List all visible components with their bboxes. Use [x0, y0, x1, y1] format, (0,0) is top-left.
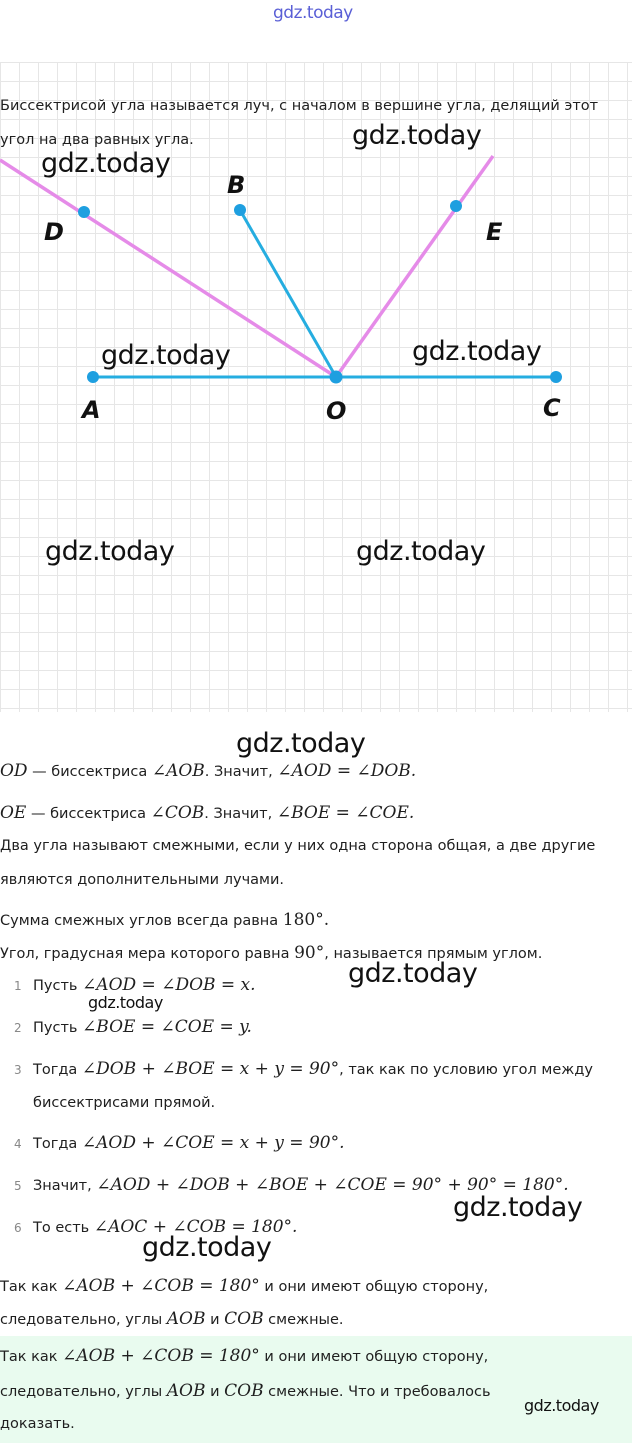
- watermark: gdz.today: [352, 120, 482, 151]
- math-90: 90°: [294, 943, 325, 963]
- math-aob: ∠AOB: [151, 761, 205, 781]
- label-a: A: [82, 396, 101, 424]
- watermark-small: gdz.today: [88, 993, 163, 1012]
- math-oe: OE: [0, 803, 27, 823]
- step-1: [33, 975, 256, 995]
- point-c-dot: [550, 371, 562, 383]
- answer-line-3: доказать.: [0, 1416, 75, 1432]
- text-part: , называется прямым углом.: [324, 946, 543, 962]
- watermark: gdz.today: [412, 336, 542, 367]
- label-o: O: [326, 397, 347, 425]
- math: ∠AOB + ∠COB = 180°: [62, 1276, 260, 1296]
- text-part: — биссектриса: [26, 806, 151, 822]
- point-e-dot: [450, 200, 462, 212]
- watermark-small: gdz.today: [524, 1396, 599, 1415]
- definition-bisector-cont: угол на два равных угла.: [0, 132, 194, 148]
- step-number: 2: [14, 1021, 22, 1035]
- text-part: То есть: [33, 1220, 94, 1236]
- watermark: gdz.today: [348, 958, 478, 989]
- text-part: и они имеют общую сторону,: [259, 1349, 489, 1365]
- text-part: и они имеют общую сторону,: [259, 1279, 489, 1295]
- watermark: gdz.today: [236, 728, 366, 759]
- oe-bisector-line: [0, 803, 414, 823]
- text-part: Так как: [0, 1349, 63, 1365]
- step-2: [33, 1017, 252, 1037]
- math: COB: [224, 1381, 264, 1401]
- watermark: gdz.today: [41, 148, 171, 179]
- math: ∠AOD + ∠COE = x + y = 90°.: [81, 1133, 345, 1153]
- step-number: 1: [14, 979, 22, 993]
- math: ∠BOE = ∠COE = y.: [82, 1017, 252, 1037]
- point-a-dot: [87, 371, 99, 383]
- text-part: Пусть: [33, 1020, 83, 1036]
- label-d: D: [44, 218, 64, 246]
- definition-bisector: Биссектрисой угла называется луч, с началом в вершине угла, делящий этот: [0, 98, 599, 114]
- step-3: [33, 1059, 593, 1079]
- text-part: Сумма смежных углов всегда равна: [0, 913, 283, 929]
- watermark: gdz.today: [142, 1232, 272, 1263]
- step-4: [33, 1133, 345, 1153]
- step-number: 6: [14, 1221, 22, 1235]
- answer-line-1: [0, 1346, 488, 1366]
- text-part: следовательно, углы: [0, 1312, 167, 1328]
- step-number: 4: [14, 1137, 22, 1151]
- answer-line-2: [0, 1381, 491, 1401]
- step-number: 5: [14, 1179, 22, 1193]
- text-part: Так как: [0, 1279, 63, 1295]
- text-part: . Значит,: [204, 764, 278, 780]
- od-bisector-line: [0, 761, 416, 781]
- math: COB: [224, 1309, 264, 1329]
- text-part: Тогда: [33, 1062, 82, 1078]
- math: ∠DOB + ∠BOE = x + y = 90°: [81, 1059, 340, 1079]
- text-part: , так как по условию угол между: [339, 1062, 593, 1078]
- math-boe-coe: ∠BOE = ∠COE.: [276, 803, 415, 823]
- text-part: смежные.: [263, 1312, 344, 1328]
- math: ∠AOB + ∠COB = 180°: [62, 1346, 260, 1366]
- math-aod-dob: ∠AOD = ∠DOB.: [277, 761, 417, 781]
- definition-adjacent: Два угла называют смежными, если у них одна сторона общая, а две другие: [0, 838, 596, 854]
- text-part: . Значит,: [204, 806, 277, 822]
- math-od: OD: [0, 761, 28, 781]
- conclusion-line-1: [0, 1276, 488, 1296]
- label-b: B: [227, 171, 246, 199]
- math-cob: ∠COB: [150, 803, 205, 823]
- text-part: — биссектриса: [27, 764, 152, 780]
- math: ∠AOC + ∠COB = 180°.: [93, 1217, 298, 1237]
- watermark: gdz.today: [45, 536, 175, 567]
- math: AOB: [166, 1309, 206, 1329]
- text-part: следовательно, углы: [0, 1384, 167, 1400]
- definition-sum: [0, 910, 329, 930]
- point-b-dot: [234, 204, 246, 216]
- text-part: смежные. Что и требовалось: [263, 1384, 491, 1400]
- text-part: Значит,: [33, 1178, 97, 1194]
- label-e: E: [486, 218, 503, 246]
- watermark-top: gdz.today: [273, 3, 353, 23]
- ray-ob: [240, 210, 336, 377]
- math-180: 180°.: [282, 910, 330, 930]
- text-part: Тогда: [33, 1136, 82, 1152]
- math: AOB: [166, 1381, 206, 1401]
- watermark: gdz.today: [356, 536, 486, 567]
- text-part: и: [205, 1384, 225, 1400]
- text-part: Угол, градусная мера которого равна: [0, 946, 295, 962]
- text-part: Пусть: [33, 978, 83, 994]
- point-d-dot: [78, 206, 90, 218]
- point-o-dot: [330, 371, 343, 384]
- step-number: 3: [14, 1063, 22, 1077]
- step-3-cont: биссектрисами прямой.: [33, 1095, 216, 1111]
- label-c: C: [543, 394, 561, 422]
- math: ∠AOD + ∠DOB + ∠BOE + ∠COE = 90° + 90° = 180°.: [96, 1175, 569, 1195]
- definition-adjacent-cont: являются дополнительными лучами.: [0, 872, 284, 888]
- watermark: gdz.today: [453, 1192, 583, 1223]
- math: ∠AOD = ∠DOB = x.: [82, 975, 256, 995]
- text-part: и: [205, 1312, 225, 1328]
- conclusion-line-2: [0, 1309, 344, 1329]
- watermark: gdz.today: [101, 340, 231, 371]
